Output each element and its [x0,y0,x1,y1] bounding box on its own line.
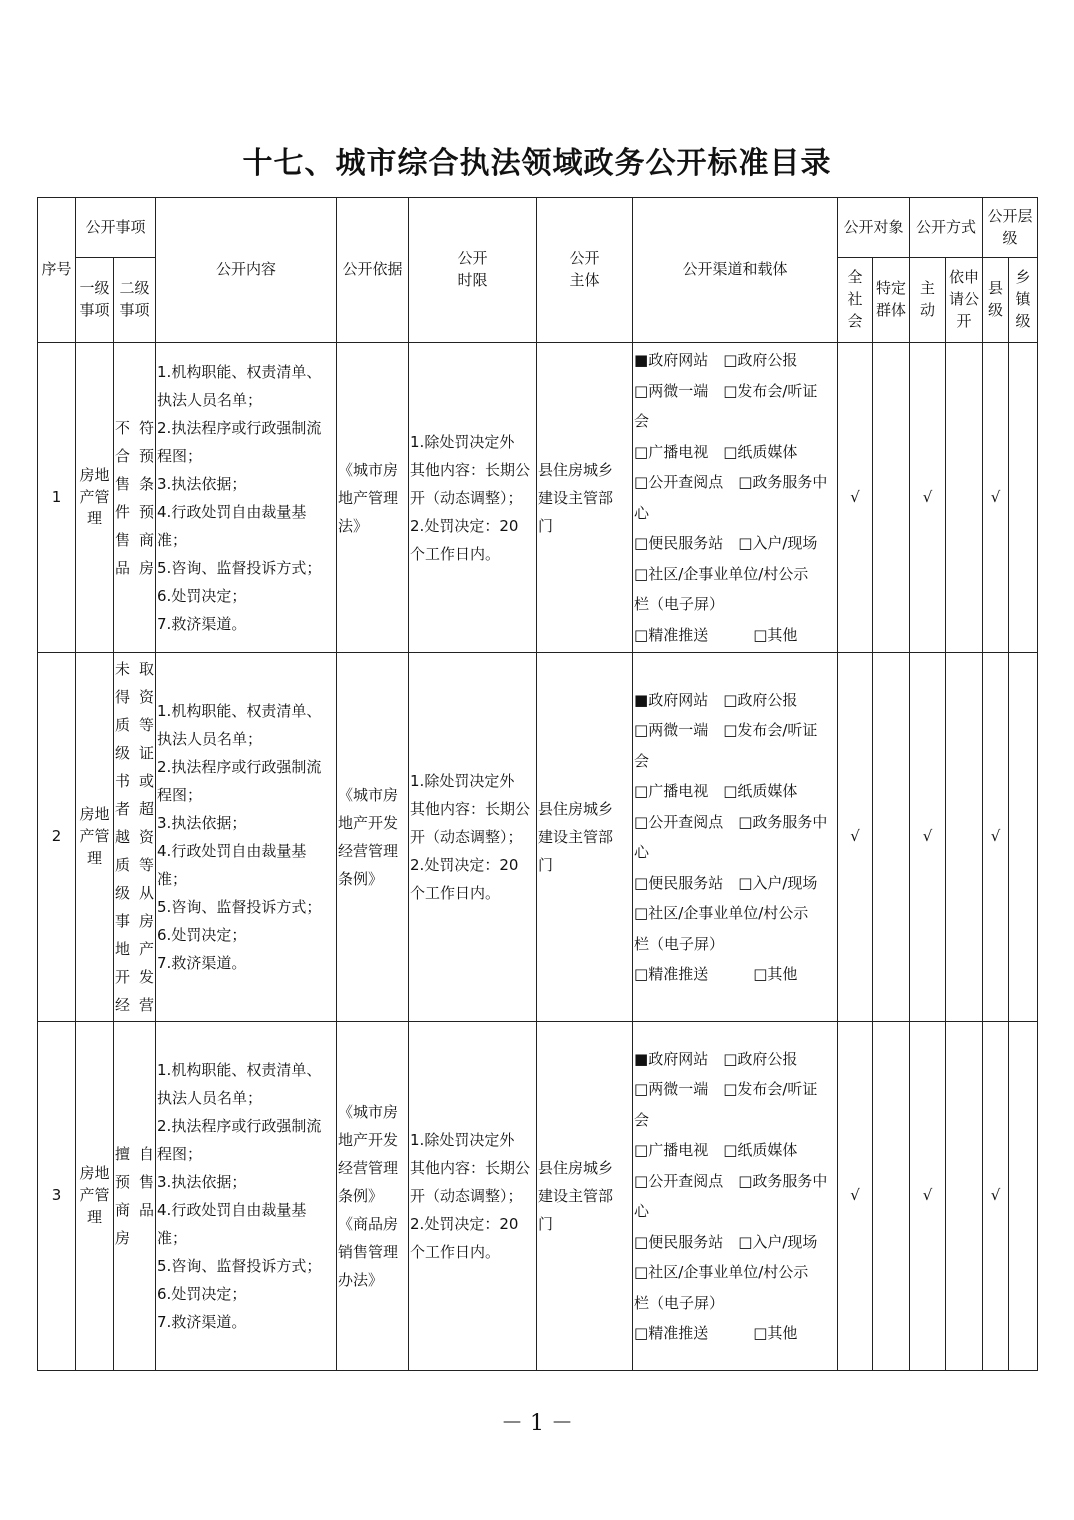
header-level1-line: 一级 [79,279,110,298]
row-channels-line: 会 [634,751,650,770]
row-channels-line: □广播电视 □纸质媒体 [634,782,798,800]
header-method-active [910,258,946,343]
row-subject-line: 建设主管部 [538,828,614,846]
header-method-request-line: 开 [956,311,972,330]
header-level1-line: 事项 [79,301,110,319]
row-basis-line: 法》 [338,516,369,535]
table-row [38,653,1038,1022]
header-method-active-line: 动 [920,301,936,319]
row-time-limit-line: 个工作日内。 [410,544,501,563]
row-subject-line: 建设主管部 [538,1187,614,1205]
row-content-line: 准； [157,530,188,549]
row-level1-line: 房地 [79,805,110,824]
row-content-line: 2.执法程序或行政强制流 [157,758,322,776]
row-level-county: √ [983,343,1009,653]
header-level [983,198,1038,258]
header-level-town-line: 乡 [1015,268,1031,287]
row-channels-line: 栏（电子屏） [634,595,725,613]
row-basis-line: 地产开发 [338,814,399,832]
row-time-limit-line: 2.处罚决定：20 [410,1215,519,1233]
row-content-line: 3.执法依据； [157,474,247,493]
row-channels-line: □精准推送 □其他 [634,625,798,644]
row-level2: 未取得资质等级证书或者超越资质等级从事房地产开发经营 [114,653,156,1022]
row-basis-line: 条例》 [338,870,384,888]
header-channels: 公开渠道和载体 [633,198,838,343]
row-basis-line: 《城市房 [338,460,399,479]
row-audience-specific [873,343,910,653]
header-basis: 公开依据 [337,198,409,343]
header-audience-specific [873,258,910,343]
row-time-limit-line: 2.处罚决定：20 [410,516,519,535]
row-subject-line: 县住房城乡 [538,1159,614,1177]
header-method-request [946,258,983,343]
header-level2 [114,258,156,343]
row-channels-line: □公开查阅点 □政务服务中 [634,1171,828,1190]
header-audience-all-line: 全 [847,268,863,287]
row-channels-line: □社区/企事业单位/村公示 [634,1263,809,1281]
row-level-county: √ [983,653,1009,1022]
row-basis-line: 经营管理 [338,1159,399,1177]
row-time-limit-line: 个工作日内。 [410,884,501,902]
row-time-limit-line: 1.除处罚决定外 [410,1131,515,1149]
row-content-line: 7.救济渠道。 [157,1313,247,1331]
row-subject-line: 门 [538,1215,554,1233]
row-channels-line: 会 [634,1110,650,1129]
row-time-limit-line: 开（动态调整）； [410,1187,523,1205]
row-time-limit-line: 个工作日内。 [410,1243,501,1261]
row-channels-line: □广播电视 □纸质媒体 [634,1141,798,1159]
row-method-request [946,1022,983,1371]
row-content-line: 5.咨询、监督投诉方式； [157,898,322,916]
row-level1-line: 产管 [79,487,110,506]
row-seq: 1 [38,343,76,653]
header-level-line: 级 [1002,228,1018,247]
row-channels [633,1022,838,1371]
header-subject [537,198,633,343]
row-content [156,343,337,653]
row-channels-line: 心 [634,503,650,522]
header-level-line: 公开层 [987,206,1033,225]
row-channels-line: □公开查阅点 □政务服务中 [634,812,828,831]
row-channels-line: 会 [634,412,650,430]
row-channels-line: ■政府网站 □政府公报 [634,1049,798,1068]
row-channels-line: □便民服务站 □入户/现场 [634,873,818,892]
header-subject-line: 主体 [569,271,600,289]
row-channels-line: 栏（电子屏） [634,1293,725,1312]
header-level2-line: 事项 [119,301,150,319]
row-content-line: 4.行政处罚自由裁量基 [157,1201,307,1219]
row-channels-line: □公开查阅点 □政务服务中 [634,473,828,491]
row-content [156,653,337,1022]
row-basis [337,1022,409,1371]
row-level-town [1009,1022,1038,1371]
header-level-town [1009,258,1038,343]
row-time-limit-line: 开（动态调整）； [410,828,523,846]
row-basis-line: 《商品房 [338,1215,399,1233]
row-content-line: 4.行政处罚自由裁量基 [157,842,307,860]
row-channels-line: □精准推送 □其他 [634,1324,798,1342]
row-subject [537,1022,633,1371]
row-level1-line: 理 [86,509,102,528]
row-level1 [76,1022,114,1371]
row-basis-line: 办法》 [338,1271,384,1289]
header-audience-specific-line: 特定 [876,279,907,298]
row-content-line: 程图； [157,446,203,465]
row-content-line: 6.处罚决定； [157,1285,247,1303]
row-content-line: 执法人员名单； [157,1089,263,1107]
row-subject-line: 建设主管部 [538,488,614,507]
table-row [38,343,1038,653]
row-content-line: 6.处罚决定； [157,586,247,605]
row-basis-line: 经营管理 [338,842,399,860]
header-audience: 公开对象 [838,198,910,258]
row-subject [537,343,633,653]
row-level1-line: 理 [86,848,102,867]
row-method-active: √ [910,653,946,1022]
row-channels [633,653,838,1022]
row-channels-line: □便民服务站 □入户/现场 [634,1232,818,1251]
row-content-line: 6.处罚决定； [157,926,247,944]
row-content-line: 3.执法依据； [157,1173,247,1191]
row-level1 [76,653,114,1022]
header-audience-all-line: 会 [847,311,863,330]
row-basis-line: 地产管理 [338,488,399,507]
row-content-line: 1.机构职能、权责清单、 [157,362,322,381]
row-time-limit [409,1022,537,1371]
row-content-line: 2.执法程序或行政强制流 [157,418,322,437]
header-level-county-line: 级 [988,301,1004,319]
row-channels-line: ■政府网站 □政府公报 [634,690,798,709]
row-content-line: 7.救济渠道。 [157,954,247,972]
header-seq: 序号 [38,198,76,343]
row-basis-line: 条例》 [338,1187,384,1205]
header-method-request-line: 请公 [949,290,980,309]
row-time-limit-line: 其他内容：长期公 [410,800,531,818]
header-items: 公开事项 [76,198,156,258]
row-level1-line: 产管 [79,827,110,846]
header-time-limit-line: 时限 [457,271,488,289]
row-level-town [1009,343,1038,653]
row-level2: 擅自预售商品房 [114,1022,156,1371]
row-channels-line: □社区/企事业单位/村公示 [634,904,809,922]
row-level-town [1009,653,1038,1022]
row-method-active: √ [910,343,946,653]
row-subject-line: 县住房城乡 [538,460,614,479]
row-seq: 3 [38,1022,76,1371]
row-level1-line: 房地 [79,1164,110,1183]
row-content-line: 7.救济渠道。 [157,614,247,633]
row-content-line: 1.机构职能、权责清单、 [157,702,322,720]
row-content-line: 3.执法依据； [157,814,247,832]
row-subject [537,653,633,1022]
row-level1 [76,343,114,653]
row-content-line: 准； [157,870,188,888]
row-content-line: 5.咨询、监督投诉方式； [157,1257,322,1275]
row-channels-line: □精准推送 □其他 [634,965,798,983]
row-content [156,1022,337,1371]
row-audience-all: √ [838,653,873,1022]
row-time-limit-line: 2.处罚决定：20 [410,856,519,874]
header-method: 公开方式 [910,198,983,258]
row-subject-line: 门 [538,856,554,874]
row-time-limit-line: 开（动态调整）； [410,488,523,507]
row-channels-line: □社区/企事业单位/村公示 [634,564,809,583]
row-subject-line: 门 [538,516,554,535]
row-channels-line: 栏（电子屏） [634,934,725,953]
header-content: 公开内容 [156,198,337,343]
header-level-town-line: 镇 [1015,290,1031,309]
row-channels [633,343,838,653]
row-level2: 不符合预售条件预售商品房 [114,343,156,653]
row-time-limit-line: 1.除处罚决定外 [410,772,515,790]
row-basis [337,653,409,1022]
header-level-county-line: 县 [988,279,1004,298]
header-level-town-line: 级 [1015,311,1031,330]
header-level1 [76,258,114,343]
row-content-line: 程图； [157,786,203,804]
row-audience-specific [873,1022,910,1371]
header-level-county [983,258,1009,343]
page-title: 十七、城市综合执法领域政务公开标准目录 [242,146,832,181]
row-level1-line: 房地 [79,465,110,484]
row-content-line: 执法人员名单； [157,390,263,409]
row-channels-line: □广播电视 □纸质媒体 [634,442,798,461]
header-audience-all-line: 社 [847,290,863,309]
row-content-line: 程图； [157,1145,203,1163]
row-basis-line: 销售管理 [338,1243,399,1261]
table-row [38,1022,1038,1371]
row-channels-line: ■政府网站 □政府公报 [634,351,798,369]
row-content-line: 5.咨询、监督投诉方式； [157,558,322,577]
row-audience-all: √ [838,1022,873,1371]
row-channels-line: □两微一端 □发布会/听证 [634,721,818,739]
header-time-limit [409,198,537,343]
row-content-line: 4.行政处罚自由裁量基 [157,502,307,521]
row-audience-specific [873,653,910,1022]
header-method-request-line: 依申 [949,268,980,287]
row-level1-line: 产管 [79,1186,110,1205]
row-time-limit [409,653,537,1022]
row-audience-all: √ [838,343,873,653]
catalog-table [37,197,1038,1371]
header-subject-line: 公开 [569,249,600,268]
row-seq: 2 [38,653,76,1022]
row-channels-line: 心 [634,843,650,861]
row-channels-line: □便民服务站 □入户/现场 [634,534,818,552]
row-time-limit-line: 1.除处罚决定外 [410,432,515,451]
row-basis-line: 《城市房 [338,1103,399,1121]
row-subject-line: 县住房城乡 [538,800,614,818]
row-time-limit [409,343,537,653]
row-content-line: 准； [157,1229,188,1247]
header-audience-all [838,258,873,343]
row-level1-line: 理 [86,1207,102,1226]
row-basis-line: 地产开发 [338,1131,399,1149]
page-number: － 1 － [501,1411,573,1436]
header-level2-line: 二级 [119,279,150,298]
row-channels-line: □两微一端 □发布会/听证 [634,1080,818,1098]
row-time-limit-line: 其他内容：长期公 [410,1159,531,1177]
row-content-line: 2.执法程序或行政强制流 [157,1117,322,1135]
row-basis [337,343,409,653]
header-time-limit-line: 公开 [457,249,488,268]
header-method-active-line: 主 [920,279,936,298]
row-basis-line: 《城市房 [338,786,399,804]
row-method-active: √ [910,1022,946,1371]
row-content-line: 1.机构职能、权责清单、 [157,1061,322,1079]
row-level-county: √ [983,1022,1009,1371]
row-content-line: 执法人员名单； [157,730,263,748]
row-method-request [946,653,983,1022]
header-audience-specific-line: 群体 [876,301,907,319]
row-method-request [946,343,983,653]
row-channels-line: □两微一端 □发布会/听证 [634,381,818,400]
row-channels-line: 心 [634,1202,650,1220]
row-time-limit-line: 其他内容：长期公 [410,460,531,479]
